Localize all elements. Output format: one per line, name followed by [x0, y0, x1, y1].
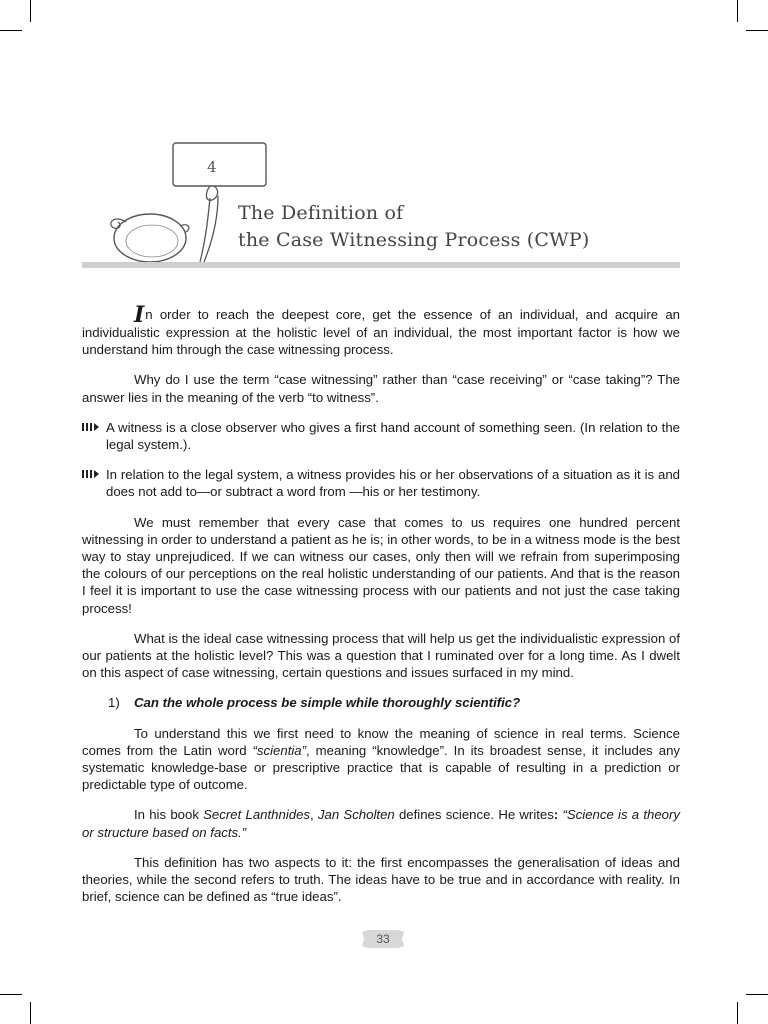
- text-run: In his book: [134, 807, 204, 823]
- arrow-bullet-icon: [82, 468, 100, 480]
- crop-mark-bl-horizontal: [0, 994, 22, 995]
- title-rule: [82, 262, 680, 268]
- crop-mark-br-horizontal: [746, 994, 768, 995]
- text-run: To understand this we first need to know the meaning of science in real terms. Science comes from the Latin word: [82, 725, 680, 758]
- question-1-number: 1): [108, 695, 120, 711]
- text-run: :: [553, 807, 559, 823]
- bullet-item-2-text: In relation to the legal system, a witness provides his or her observations of a situation as it is and does not add to—or subtract a word from —his or her testimony.: [106, 467, 680, 500]
- paragraph-intro-text: n order to reach the deepest core, get the essence of an individual, and acquire an individualistic expression at the holistic level of an individual, the most important factor is how we understand him through the case witnessing process.: [82, 307, 680, 358]
- paragraph-definition-aspects: This definition has two aspects to it: the first encompasses the generalisation of ideas and theories, while the second refers to truth. The ideas have to be true and in accordance with reality. In brief, science can be defined as “true ideas”.: [82, 854, 680, 905]
- latin-word: “scientia”: [252, 742, 307, 758]
- crop-mark-bl-vertical: [30, 1002, 31, 1024]
- chapter-title-line-1: The Definition of: [238, 202, 404, 224]
- science-quote: “Science is a theory or structure based on facts.”: [82, 807, 680, 840]
- chapter-title-line-2: the Case Witnessing Process (CWP): [238, 229, 590, 251]
- question-1: [82, 694, 680, 711]
- crop-mark-tr-horizontal: [746, 30, 768, 31]
- chapter-title: [238, 200, 589, 254]
- page-number: [362, 930, 404, 948]
- paragraph-science-meaning: [82, 725, 680, 794]
- paragraph-ideal-process: What is the ideal case witnessing process that will help us get the individualistic expression of our patients at the holistic level? This was a question that I ruminated over for a long time. As I dwelt on this aspect of case witnessing, certain questions and issues surfaced in my mind.: [82, 630, 680, 681]
- text-run: , meaning “knowledge”. In its broadest sense, it includes any systematic knowledge-base or prescriptive practice that is capable of resulting in a prediction or predictable type of outcome.: [82, 742, 680, 793]
- drop-cap: I: [134, 302, 145, 328]
- bullet-item-2: [82, 466, 680, 500]
- paragraph-scholten: [82, 806, 680, 840]
- crop-mark-tr-vertical: [737, 0, 738, 22]
- body-text: [82, 302, 680, 918]
- crop-mark-tl-horizontal: [0, 30, 22, 31]
- text-run: ,: [310, 807, 318, 823]
- chapter-number: 4: [207, 158, 217, 176]
- page-number-text: 33: [376, 932, 390, 946]
- number-card: [173, 143, 266, 186]
- book-title: Secret Lanthnides: [203, 807, 311, 823]
- bullet-item-1: [82, 419, 680, 453]
- bullet-item-1-text: A witness is a close observer who gives a first hand account of something seen. (In relation to the legal system.).: [106, 419, 680, 453]
- arrow-bullet-icon: [82, 421, 100, 433]
- crop-mark-tl-vertical: [30, 0, 31, 22]
- paragraph-intro: [82, 302, 680, 358]
- paragraph-witness-mode: We must remember that every case that comes to us requires one hundred percent witnessing in order to understand a patient as he is; in other words, to be in a witness mode is the best way to stay unprejudiced. If we can witness our cases, only then will we refrain from superimposing the colours of our perceptions on the real holistic understanding of our patients. And that is the reason I feel it is important to use the case witnessing process with our patients and not just the case taking process!: [82, 514, 680, 616]
- text-run: defines science. He writes: [394, 807, 554, 823]
- crop-mark-br-vertical: [737, 1002, 738, 1024]
- paragraph-why-witnessing: Why do I use the term “case witnessing” rather than “case receiving” or “case taking”? The answer lies in the meaning of the verb “to witness”.: [82, 372, 680, 405]
- author-name: Jan Scholten: [317, 807, 395, 823]
- question-1-text: Can the whole process be simple while thoroughly scientific?: [134, 695, 521, 711]
